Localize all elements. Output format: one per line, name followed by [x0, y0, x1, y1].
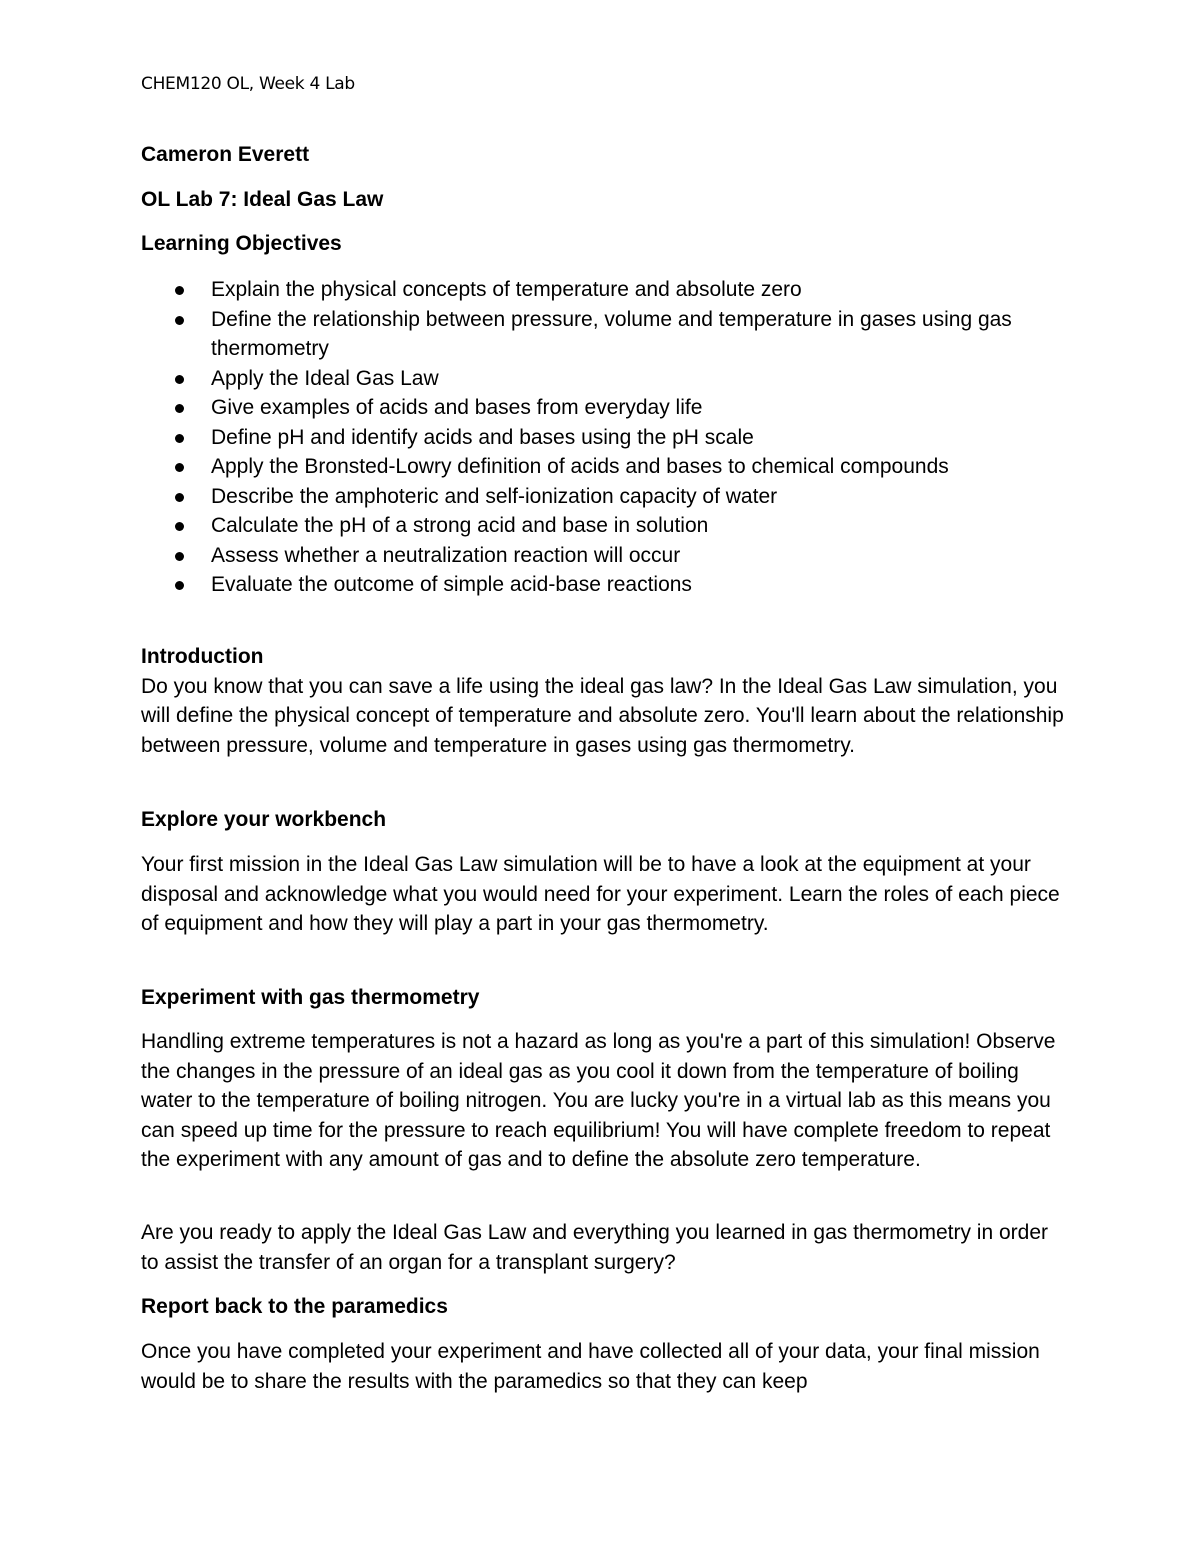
experiment-question-block: [141, 1218, 1071, 1277]
running-header: CHEM120 OL, Week 4 Lab: [141, 74, 355, 94]
introduction-section: [141, 642, 1071, 760]
list-item: [141, 423, 1071, 453]
objective-text: Calculate the pH of a strong acid and base in solution: [211, 514, 709, 537]
bullet-icon: [175, 404, 184, 413]
list-item: [141, 511, 1071, 541]
objective-text: Apply the Bronsted-Lowry definition of acids and bases to chemical compounds: [211, 455, 949, 478]
list-item: [141, 364, 1071, 394]
list-item: [141, 482, 1071, 512]
experiment-text: Handling extreme temperatures is not a hazard as long as you're a part of this simulation! Observe the changes in the pressure of an ideal gas as you cool it down from the temperature of boiling water to the temperature of boiling nitrogen. You are lucky you're in a virtual lab as this means you can speed up time for the pressure to reach equilibrium! You will have complete freedom to repeat the experiment with any amount of gas and to define the absolute zero temperature.: [141, 1030, 1056, 1171]
bullet-icon: [175, 581, 184, 590]
bullet-icon: [175, 375, 184, 384]
workbench-text-block: [141, 850, 1071, 939]
introduction-heading: Introduction: [141, 645, 264, 668]
objective-text: Describe the amphoteric and self-ionization capacity of water: [211, 484, 778, 508]
lab-title: OL Lab 7: Ideal Gas Law: [141, 188, 384, 211]
objective-text: Apply the Ideal Gas Law: [211, 366, 439, 390]
workbench-heading: Explore your workbench: [141, 808, 387, 831]
report-text: Once you have completed your experiment and have collected all of your data, your final mission would be to share the results with the paramedics so that they can keep: [141, 1340, 1040, 1393]
bullet-icon: [175, 316, 184, 325]
objective-text: Give examples of acids and bases from everyday life: [211, 396, 703, 419]
report-heading-block: [141, 1292, 1071, 1322]
introduction-text: Do you know that you can save a life using the ideal gas law? In the Ideal Gas Law simulation, you will define the physical concept of temperature and absolute zero. You'll learn about the relationship between pressure, volume and temperature in gases using gas thermometry.: [141, 674, 1064, 757]
bullet-icon: [175, 434, 184, 443]
bullet-icon: [175, 522, 184, 531]
workbench-text: Your first mission in the Ideal Gas Law simulation will be to have a look at the equipment at your disposal and acknowledge what you would need for your experiment. Learn the roles of each piece of equipment and how they will play a part in your gas thermometry.: [141, 853, 1060, 935]
list-item: [141, 393, 1071, 423]
bullet-icon: [175, 493, 184, 502]
experiment-heading-block: [141, 983, 1071, 1013]
list-item: [141, 452, 1071, 482]
objective-text: Evaluate the outcome of simple acid-base reactions: [211, 573, 692, 596]
list-item: [141, 541, 1071, 571]
objective-text: Assess whether a neutralization reaction will occur: [211, 543, 681, 567]
bullet-icon: [175, 463, 184, 472]
report-text-block: [141, 1337, 1071, 1396]
author-name: Cameron Everett: [141, 143, 310, 166]
objective-text: Define pH and identify acids and bases using the pH scale: [211, 425, 754, 449]
experiment-text-block: [141, 1027, 1071, 1175]
objectives-list: [141, 275, 1071, 600]
objective-text: Explain the physical concepts of temperature and absolute zero: [211, 278, 802, 301]
objective-text: Define the relationship between pressure, volume and temperature in gases using gas thermometry: [211, 307, 1012, 360]
experiment-heading: Experiment with gas thermometry: [141, 986, 480, 1009]
workbench-heading-block: [141, 805, 1071, 835]
list-item: [141, 305, 1071, 364]
list-item: [141, 570, 1071, 600]
list-item: [141, 275, 1071, 305]
objectives-heading: Learning Objectives: [141, 232, 342, 255]
bullet-icon: [175, 286, 184, 295]
experiment-question-text: Are you ready to apply the Ideal Gas Law and everything you learned in gas thermometry in order to assist the transfer of an organ for a transplant surgery?: [141, 1221, 1049, 1274]
bullet-icon: [175, 552, 184, 561]
report-heading: Report back to the paramedics: [141, 1295, 448, 1318]
